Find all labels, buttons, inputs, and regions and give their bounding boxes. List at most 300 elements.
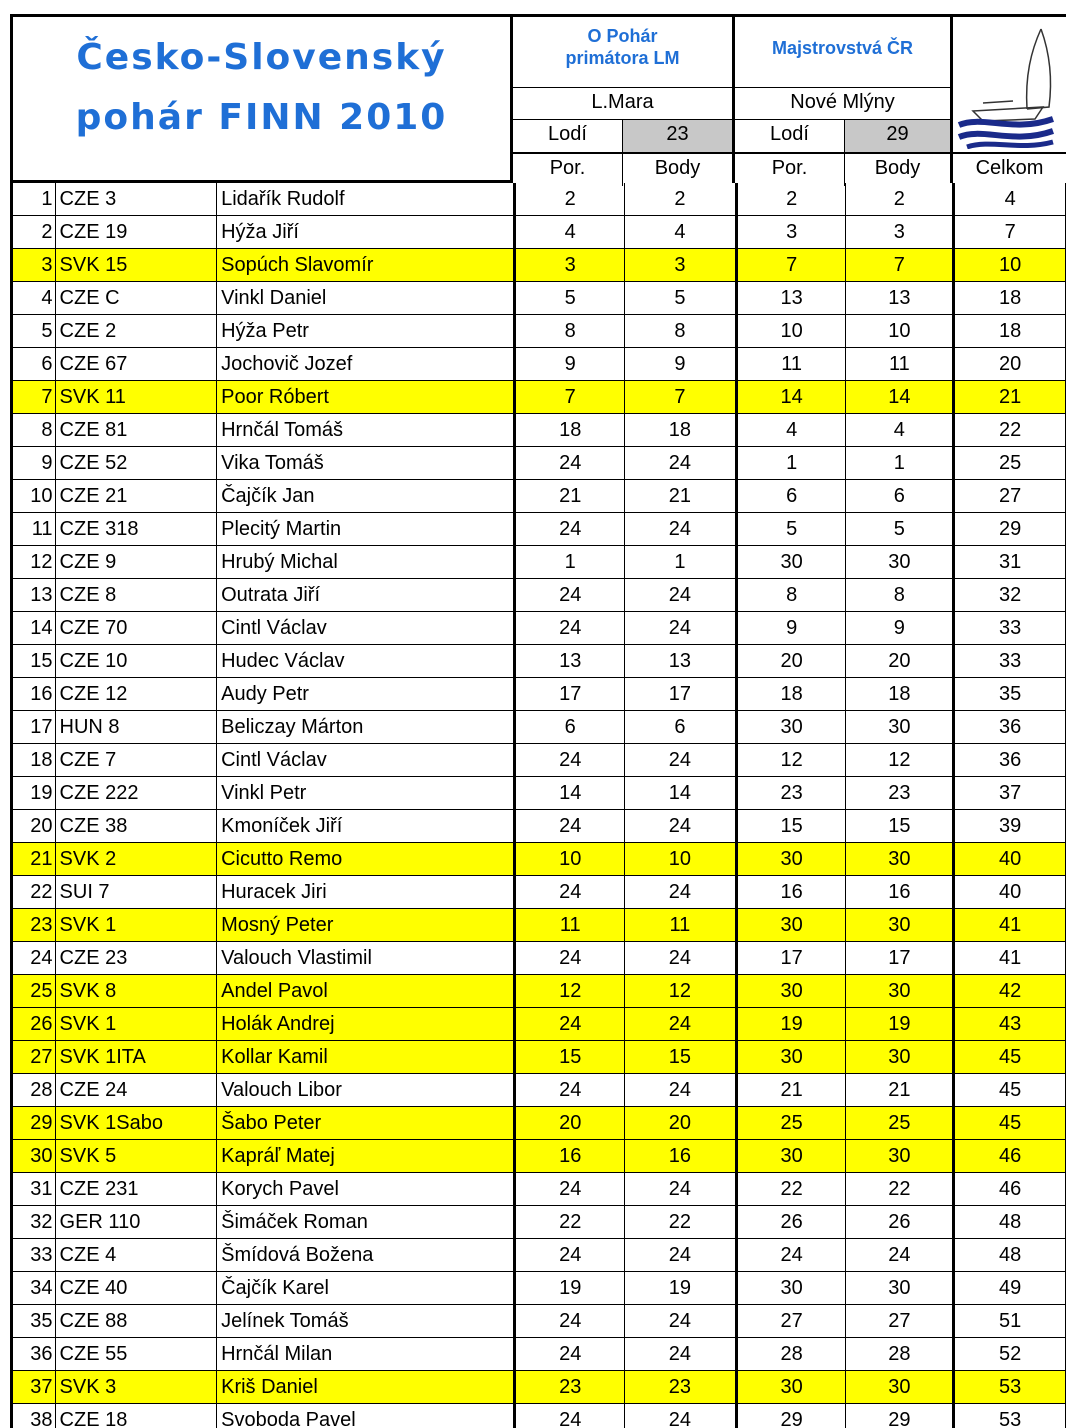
event-1-place-cell: 24	[515, 1074, 625, 1107]
table-row	[12, 711, 1066, 744]
event-2-place-cell: 10	[736, 315, 846, 348]
event-1-points-cell: 8	[625, 315, 737, 348]
event-2-points-cell: 20	[846, 645, 954, 678]
sail-number-cell: CZE 55	[55, 1338, 217, 1371]
rank-cell: 30	[12, 1140, 56, 1173]
event-1-col-place: Por.	[513, 152, 623, 186]
sailor-name-cell: Čajčík Karel	[217, 1272, 515, 1305]
total-points-cell: 52	[954, 1338, 1066, 1371]
rank-cell: 22	[12, 876, 56, 909]
sail-number-cell: CZE 3	[55, 183, 217, 216]
table-row	[12, 348, 1066, 381]
table-row	[12, 513, 1066, 546]
sailor-name-cell: Andel Pavol	[217, 975, 515, 1008]
event-1-points-cell: 9	[625, 348, 737, 381]
event-1-points-cell: 15	[625, 1041, 737, 1074]
event-1-place-cell: 24	[515, 1008, 625, 1041]
total-points-cell: 40	[954, 876, 1066, 909]
rank-cell: 18	[12, 744, 56, 777]
event-2-points-cell: 16	[846, 876, 954, 909]
sailor-name-cell: Mosný Peter	[217, 909, 515, 942]
rank-cell: 32	[12, 1206, 56, 1239]
event-1-place-cell: 24	[515, 876, 625, 909]
table-row	[12, 216, 1066, 249]
event-2-points-cell: 8	[846, 579, 954, 612]
table-row	[12, 1305, 1066, 1338]
rank-cell: 14	[12, 612, 56, 645]
sailor-name-cell: Valouch Vlastimil	[217, 942, 515, 975]
event-2-points-cell: 10	[846, 315, 954, 348]
event-1-points-cell: 19	[625, 1272, 737, 1305]
total-points-cell: 22	[954, 414, 1066, 447]
event-2-points-cell: 6	[846, 480, 954, 513]
rank-cell: 11	[12, 513, 56, 546]
event-2-points-cell: 28	[846, 1338, 954, 1371]
event-1-points-cell: 24	[625, 447, 737, 480]
sail-number-cell: SVK 11	[55, 381, 217, 414]
event-2-place-cell: 6	[736, 480, 846, 513]
event-2-col-points: Body	[845, 152, 950, 186]
event-1-points-cell: 24	[625, 876, 737, 909]
event-1-place-cell: 6	[515, 711, 625, 744]
rank-cell: 29	[12, 1107, 56, 1140]
event-2-place-cell: 7	[736, 249, 846, 282]
sail-number-cell: CZE 231	[55, 1173, 217, 1206]
event-2-points-cell: 30	[846, 975, 954, 1008]
event-1-points-cell: 24	[625, 942, 737, 975]
event-1-points-cell: 7	[625, 381, 737, 414]
sailor-name-cell: Šabo Peter	[217, 1107, 515, 1140]
table-row	[12, 414, 1066, 447]
sail-number-cell: CZE 10	[55, 645, 217, 678]
total-points-cell: 21	[954, 381, 1066, 414]
table-row	[12, 1140, 1066, 1173]
event-1-place-cell: 19	[515, 1272, 625, 1305]
sail-number-cell: CZE 40	[55, 1272, 217, 1305]
event-2-place-cell: 11	[736, 348, 846, 381]
table-row	[12, 480, 1066, 513]
total-points-cell: 18	[954, 282, 1066, 315]
event-1-points-cell: 4	[625, 216, 737, 249]
event-2-points-cell: 30	[846, 546, 954, 579]
table-row	[12, 942, 1066, 975]
event-2-points-cell: 7	[846, 249, 954, 282]
total-points-cell: 41	[954, 942, 1066, 975]
table-row	[12, 1173, 1066, 1206]
rank-cell: 33	[12, 1239, 56, 1272]
event-2-place-cell: 30	[736, 1041, 846, 1074]
sail-number-cell: CZE 81	[55, 414, 217, 447]
sail-number-cell: CZE C	[55, 282, 217, 315]
table-row	[12, 975, 1066, 1008]
total-points-cell: 39	[954, 810, 1066, 843]
sailor-name-cell: Hrnčál Tomáš	[217, 414, 515, 447]
table-row	[12, 249, 1066, 282]
sailor-name-cell: Vinkl Daniel	[217, 282, 515, 315]
event-1-place-cell: 21	[515, 480, 625, 513]
sail-number-cell: CZE 8	[55, 579, 217, 612]
event-1-place-cell: 24	[515, 1173, 625, 1206]
event-1-place-cell: 7	[515, 381, 625, 414]
event-1-header	[510, 14, 735, 183]
total-points-cell: 49	[954, 1272, 1066, 1305]
title-line-2: pohár FINN 2010	[75, 97, 448, 138]
sailor-name-cell: Šimáček Roman	[217, 1206, 515, 1239]
event-2-points-cell: 30	[846, 1272, 954, 1305]
sailor-name-cell: Beliczay Márton	[217, 711, 515, 744]
sail-number-cell: CZE 67	[55, 348, 217, 381]
event-1-points-cell: 24	[625, 1338, 737, 1371]
sailor-name-cell: Plecitý Martin	[217, 513, 515, 546]
sail-number-cell: SVK 15	[55, 249, 217, 282]
event-2-place-cell: 30	[736, 546, 846, 579]
sail-number-cell: CZE 2	[55, 315, 217, 348]
sail-number-cell: CZE 21	[55, 480, 217, 513]
event-1-points-cell: 18	[625, 414, 737, 447]
sail-number-cell: CZE 12	[55, 678, 217, 711]
event-2-place-cell: 30	[736, 1140, 846, 1173]
sail-number-cell: CZE 70	[55, 612, 217, 645]
total-points-cell: 43	[954, 1008, 1066, 1041]
event-2-place-cell: 19	[736, 1008, 846, 1041]
event-2-place-cell: 30	[736, 843, 846, 876]
sailor-name-cell: Hýža Petr	[217, 315, 515, 348]
rank-cell: 27	[12, 1041, 56, 1074]
event-2-place-cell: 25	[736, 1107, 846, 1140]
total-points-cell: 35	[954, 678, 1066, 711]
event-2-points-cell: 17	[846, 942, 954, 975]
sail-number-cell: CZE 9	[55, 546, 217, 579]
event-1-place-cell: 13	[515, 645, 625, 678]
total-points-cell: 41	[954, 909, 1066, 942]
total-points-cell: 27	[954, 480, 1066, 513]
event-2-points-cell: 26	[846, 1206, 954, 1239]
sailor-name-cell: Šmídová Božena	[217, 1239, 515, 1272]
event-1-points-cell: 6	[625, 711, 737, 744]
table-row	[12, 1206, 1066, 1239]
event-1-points-cell: 24	[625, 513, 737, 546]
rank-cell: 17	[12, 711, 56, 744]
sailor-name-cell: Sopúch Slavomír	[217, 249, 515, 282]
event-2-place-cell: 21	[736, 1074, 846, 1107]
sail-number-cell: HUN 8	[55, 711, 217, 744]
event-2-place-cell: 29	[736, 1404, 846, 1428]
event-1-place-cell: 1	[515, 546, 625, 579]
event-2-points-cell: 30	[846, 843, 954, 876]
table-row	[12, 810, 1066, 843]
event-2-place-cell: 12	[736, 744, 846, 777]
event-1-points-cell: 24	[625, 579, 737, 612]
event-1-place-cell: 24	[515, 447, 625, 480]
total-points-cell: 25	[954, 447, 1066, 480]
event-1-points-cell: 12	[625, 975, 737, 1008]
event-2-place-cell: 30	[736, 909, 846, 942]
sailor-name-cell: Hýža Jiří	[217, 216, 515, 249]
results-table	[10, 183, 1066, 1428]
event-1-points-cell: 10	[625, 843, 737, 876]
rank-cell: 8	[12, 414, 56, 447]
sail-number-cell: SVK 5	[55, 1140, 217, 1173]
event-1-place-cell: 8	[515, 315, 625, 348]
total-points-cell: 4	[954, 183, 1066, 216]
total-points-cell: 31	[954, 546, 1066, 579]
table-row	[12, 1107, 1066, 1140]
title-line-1: Česko-Slovenský	[76, 37, 447, 78]
sailor-name-cell: Vika Tomáš	[217, 447, 515, 480]
event-1-points-cell: 3	[625, 249, 737, 282]
event-1-points-cell: 22	[625, 1206, 737, 1239]
sailor-name-cell: Kriš Daniel	[217, 1371, 515, 1404]
sailboat-logo-icon	[953, 21, 1063, 149]
event-1-points-cell: 17	[625, 678, 737, 711]
event-1-boats-label: Lodí	[513, 119, 623, 152]
rank-cell: 10	[12, 480, 56, 513]
event-1-points-cell: 24	[625, 810, 737, 843]
sailor-name-cell: Hrubý Michal	[217, 546, 515, 579]
event-1-points-cell: 21	[625, 480, 737, 513]
event-2-place-cell: 20	[736, 645, 846, 678]
event-2-place-cell: 13	[736, 282, 846, 315]
total-points-cell: 7	[954, 216, 1066, 249]
event-2-place-cell: 5	[736, 513, 846, 546]
sailor-name-cell: Outrata Jiří	[217, 579, 515, 612]
rank-cell: 4	[12, 282, 56, 315]
sail-number-cell: SVK 2	[55, 843, 217, 876]
sail-number-cell: CZE 88	[55, 1305, 217, 1338]
table-row	[12, 381, 1066, 414]
sailor-name-cell: Cintl Václav	[217, 744, 515, 777]
event-2-points-cell: 15	[846, 810, 954, 843]
sailor-name-cell: Jelínek Tomáš	[217, 1305, 515, 1338]
event-2-points-cell: 2	[846, 183, 954, 216]
total-points-cell: 45	[954, 1041, 1066, 1074]
sailor-name-cell: Kapráľ Matej	[217, 1140, 515, 1173]
event-1-points-cell: 14	[625, 777, 737, 810]
sailor-name-cell: Huracek Jiri	[217, 876, 515, 909]
event-2-points-cell: 25	[846, 1107, 954, 1140]
event-1-points-cell: 1	[625, 546, 737, 579]
sail-number-cell: SVK 1	[55, 909, 217, 942]
total-points-cell: 29	[954, 513, 1066, 546]
event-1-place-cell: 5	[515, 282, 625, 315]
event-1-place-cell: 3	[515, 249, 625, 282]
table-row	[12, 1239, 1066, 1272]
event-2-place-cell: 27	[736, 1305, 846, 1338]
event-1-place-cell: 2	[515, 183, 625, 216]
sail-number-cell: CZE 7	[55, 744, 217, 777]
event-1-place-cell: 11	[515, 909, 625, 942]
event-1-place-cell: 24	[515, 1239, 625, 1272]
table-row	[12, 579, 1066, 612]
total-points-cell: 20	[954, 348, 1066, 381]
event-2-place-cell: 22	[736, 1173, 846, 1206]
event-1-place-cell: 15	[515, 1041, 625, 1074]
event-2-points-cell: 9	[846, 612, 954, 645]
total-points-cell: 36	[954, 744, 1066, 777]
sailor-name-cell: Audy Petr	[217, 678, 515, 711]
event-1-place-cell: 18	[515, 414, 625, 447]
event-2-place-cell: 30	[736, 1272, 846, 1305]
event-1-place-cell: 24	[515, 1404, 625, 1428]
table-row	[12, 315, 1066, 348]
event-1-place-cell: 4	[515, 216, 625, 249]
event-2-points-cell: 24	[846, 1239, 954, 1272]
total-points-cell: 10	[954, 249, 1066, 282]
event-1-place-cell: 24	[515, 612, 625, 645]
event-2-place-cell: 9	[736, 612, 846, 645]
event-1-points-cell: 24	[625, 1239, 737, 1272]
total-points-cell: 18	[954, 315, 1066, 348]
event-2-venue: Nové Mlýny	[735, 87, 950, 119]
rank-cell: 21	[12, 843, 56, 876]
rank-cell: 25	[12, 975, 56, 1008]
event-2-points-cell: 18	[846, 678, 954, 711]
event-1-place-cell: 23	[515, 1371, 625, 1404]
event-2-points-cell: 30	[846, 909, 954, 942]
event-2-points-cell: 23	[846, 777, 954, 810]
table-row	[12, 1074, 1066, 1107]
event-1-boats-count: 23	[623, 119, 732, 152]
event-2-place-cell: 30	[736, 975, 846, 1008]
rank-cell: 28	[12, 1074, 56, 1107]
rank-cell: 35	[12, 1305, 56, 1338]
event-2-col-place: Por.	[735, 152, 845, 186]
total-points-cell: 53	[954, 1371, 1066, 1404]
event-2-points-cell: 11	[846, 348, 954, 381]
event-2-points-cell: 12	[846, 744, 954, 777]
event-2-title: Majstrovstvá ČR	[771, 38, 914, 58]
event-1-place-cell: 22	[515, 1206, 625, 1239]
table-row	[12, 744, 1066, 777]
event-2-place-cell: 4	[736, 414, 846, 447]
event-2-place-cell: 23	[736, 777, 846, 810]
event-1-place-cell: 24	[515, 810, 625, 843]
event-1-col-points: Body	[623, 152, 732, 186]
event-1-venue: L.Mara	[513, 87, 732, 119]
event-1-points-cell: 20	[625, 1107, 737, 1140]
sailor-name-cell: Lidařík Rudolf	[217, 183, 515, 216]
rank-cell: 36	[12, 1338, 56, 1371]
event-2-points-cell: 30	[846, 711, 954, 744]
sail-number-cell: GER 110	[55, 1206, 217, 1239]
table-row	[12, 909, 1066, 942]
table-row	[12, 843, 1066, 876]
event-1-place-cell: 14	[515, 777, 625, 810]
sailor-name-cell: Hudec Václav	[217, 645, 515, 678]
rank-cell: 16	[12, 678, 56, 711]
table-row	[12, 1272, 1066, 1305]
sailor-name-cell: Hrnčál Milan	[217, 1338, 515, 1371]
sail-number-cell: CZE 4	[55, 1239, 217, 1272]
sailor-name-cell: Cicutto Remo	[217, 843, 515, 876]
table-row	[12, 1404, 1066, 1428]
event-2-place-cell: 3	[736, 216, 846, 249]
sail-number-cell: SVK 8	[55, 975, 217, 1008]
table-row	[12, 876, 1066, 909]
sail-number-cell: CZE 18	[55, 1404, 217, 1428]
event-1-points-cell: 24	[625, 1173, 737, 1206]
table-row	[12, 1008, 1066, 1041]
rank-cell: 26	[12, 1008, 56, 1041]
sail-number-cell: SVK 1	[55, 1008, 217, 1041]
table-row	[12, 1041, 1066, 1074]
sail-number-cell: SVK 1ITA	[55, 1041, 217, 1074]
total-points-cell: 36	[954, 711, 1066, 744]
rank-cell: 6	[12, 348, 56, 381]
event-2-header	[735, 14, 953, 183]
event-1-points-cell: 16	[625, 1140, 737, 1173]
event-1-points-cell: 24	[625, 1008, 737, 1041]
total-points-cell: 46	[954, 1173, 1066, 1206]
total-header	[953, 14, 1066, 183]
event-2-points-cell: 1	[846, 447, 954, 480]
sailor-name-cell: Holák Andrej	[217, 1008, 515, 1041]
rank-cell: 7	[12, 381, 56, 414]
event-2-place-cell: 28	[736, 1338, 846, 1371]
event-1-points-cell: 13	[625, 645, 737, 678]
sailor-name-cell: Poor Róbert	[217, 381, 515, 414]
event-1-place-cell: 24	[515, 1305, 625, 1338]
table-row	[12, 282, 1066, 315]
total-points-cell: 45	[954, 1107, 1066, 1140]
event-2-place-cell: 30	[736, 1371, 846, 1404]
rank-cell: 9	[12, 447, 56, 480]
event-2-points-cell: 30	[846, 1041, 954, 1074]
table-row	[12, 1338, 1066, 1371]
event-2-points-cell: 22	[846, 1173, 954, 1206]
event-1-points-cell: 24	[625, 1305, 737, 1338]
sail-number-cell: CZE 52	[55, 447, 217, 480]
event-2-points-cell: 13	[846, 282, 954, 315]
sailor-name-cell: Jochovič Jozef	[217, 348, 515, 381]
title-block	[10, 14, 510, 183]
event-1-title-line-2: primátora LM	[565, 48, 680, 68]
rank-cell: 20	[12, 810, 56, 843]
sailor-name-cell: Čajčík Jan	[217, 480, 515, 513]
rank-cell: 2	[12, 216, 56, 249]
rank-cell: 3	[12, 249, 56, 282]
rank-cell: 23	[12, 909, 56, 942]
sail-number-cell: SVK 1Sabo	[55, 1107, 217, 1140]
total-points-cell: 33	[954, 612, 1066, 645]
event-2-place-cell: 17	[736, 942, 846, 975]
event-2-place-cell: 18	[736, 678, 846, 711]
sailor-name-cell: Korych Pavel	[217, 1173, 515, 1206]
total-points-cell: 51	[954, 1305, 1066, 1338]
sail-number-cell: CZE 318	[55, 513, 217, 546]
event-2-place-cell: 1	[736, 447, 846, 480]
table-row	[12, 183, 1066, 216]
rank-cell: 5	[12, 315, 56, 348]
event-1-place-cell: 17	[515, 678, 625, 711]
event-2-points-cell: 29	[846, 1404, 954, 1428]
rank-cell: 24	[12, 942, 56, 975]
sailor-name-cell: Kmoníček Jiří	[217, 810, 515, 843]
sailor-name-cell: Kollar Kamil	[217, 1041, 515, 1074]
event-1-place-cell: 9	[515, 348, 625, 381]
total-points-cell: 37	[954, 777, 1066, 810]
total-points-cell: 45	[954, 1074, 1066, 1107]
rank-cell: 15	[12, 645, 56, 678]
sailor-name-cell: Valouch Libor	[217, 1074, 515, 1107]
event-2-place-cell: 24	[736, 1239, 846, 1272]
sail-number-cell: CZE 222	[55, 777, 217, 810]
sail-number-cell: CZE 24	[55, 1074, 217, 1107]
event-1-place-cell: 16	[515, 1140, 625, 1173]
total-points-cell: 48	[954, 1239, 1066, 1272]
total-points-cell: 33	[954, 645, 1066, 678]
event-2-place-cell: 8	[736, 579, 846, 612]
